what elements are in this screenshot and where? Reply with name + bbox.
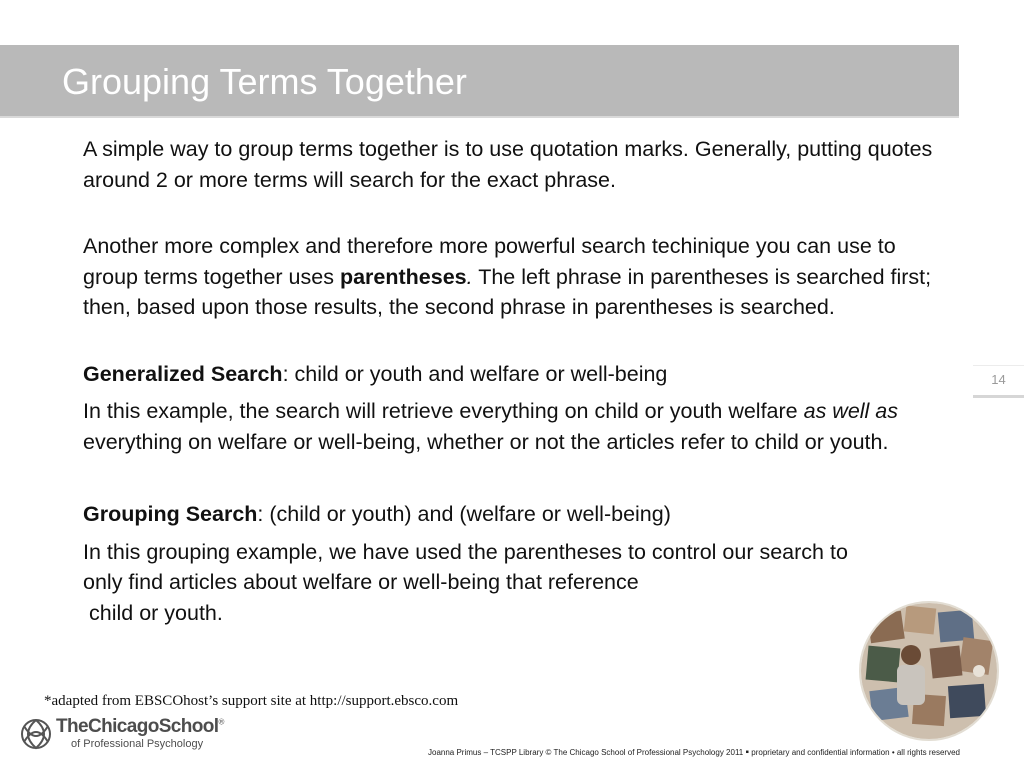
grouping-search-explanation	[83, 537, 873, 598]
page-number: 14	[973, 365, 1024, 398]
generalized-search-line	[83, 359, 951, 390]
grouping-search-line	[83, 499, 951, 530]
generalized-search-label: Generalized Search	[83, 361, 283, 386]
grouping-search-label: Grouping Search	[83, 502, 258, 526]
paragraph-parentheses	[83, 231, 951, 323]
footer-separator: •	[891, 748, 895, 757]
logo-name	[56, 716, 224, 738]
paragraph-text: In this grouping example, we have used the parentheses to control our search to only find articles about welfare or well-being that reference	[83, 539, 848, 594]
footer-separator: ▪	[745, 747, 750, 758]
paragraph-text: The left phrase in parentheses is searched first; then, based upon those results, the second phrase in parentheses is searched.	[83, 264, 932, 319]
registered-mark: ®	[218, 717, 224, 727]
collage-photo-image	[859, 601, 999, 741]
paragraph-text: everything on welfare or well-being, whether or not the articles refer to child or youth.	[83, 429, 889, 454]
footer-text	[428, 747, 960, 758]
footer-confidential: proprietary and confidential information	[751, 748, 890, 757]
slide-body	[83, 134, 951, 628]
footer-copyright: Joanna Primus – TCSPP Library © The Chicago School of Professional Psychology 2011	[428, 748, 744, 757]
photo-collage-icon	[861, 603, 997, 739]
logo-subtitle: of Professional Psychology	[71, 738, 204, 750]
generalized-search-explanation	[83, 396, 951, 457]
italic-phrase: as well as	[803, 399, 899, 423]
source-note: *adapted from EBSCOhost’s support site at http://support.ebsco.com	[44, 693, 459, 709]
logo-name-text: TheChicagoSchool	[56, 716, 219, 737]
grouping-search-query: : (child or youth) and (welfare or well-being)	[257, 502, 671, 526]
generalized-search-query: : child or youth and welfare or well-being	[282, 361, 668, 386]
paragraph-quotation-marks: A simple way to group terms together is to use quotation marks. Generally, putting quotes around 2 or more terms will search for the exact phrase.	[83, 137, 933, 192]
knot-logo-icon	[18, 714, 54, 754]
paragraph-text: Another more complex and therefore more powerful search techinique you can use to group terms together uses	[83, 234, 896, 289]
bold-term: parentheses	[339, 264, 467, 289]
slide-title: Grouping Terms Together	[62, 61, 467, 102]
grouping-search-explanation-end: child or youth.	[89, 600, 223, 625]
title-bar	[0, 45, 959, 118]
italic-period: .	[466, 264, 473, 289]
paragraph-text: In this example, the search will retrieve everything on child or youth welfare	[83, 399, 804, 423]
footer-rights: all rights reserved	[896, 748, 960, 757]
